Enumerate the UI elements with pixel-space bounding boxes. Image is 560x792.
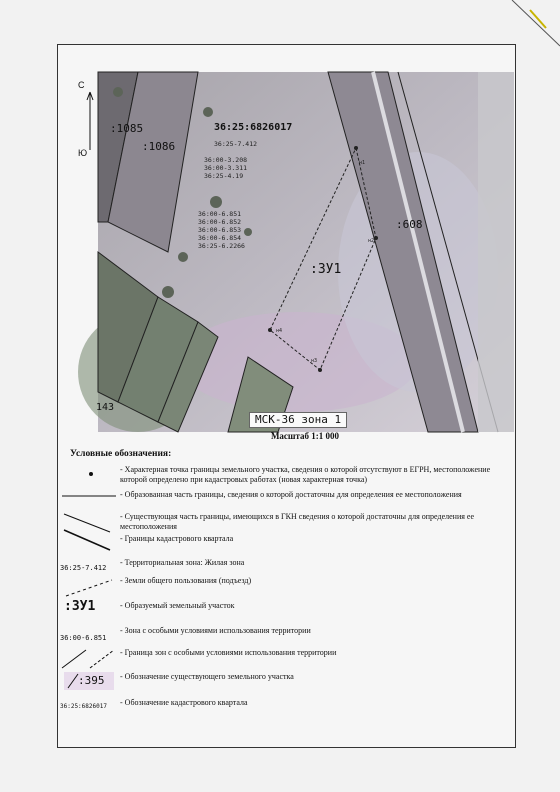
parcel-label-zu1: :ЗУ1: [310, 262, 342, 277]
zone-label: 36:00-3.311: [204, 164, 248, 172]
legend-title: Условные обозначения:: [70, 449, 172, 459]
residential-zone-symbol: 36:25-7.412: [60, 564, 107, 572]
legend-text: - Обозначение существующего земельного участка: [120, 672, 294, 681]
parcel-label-1086: :1086: [142, 140, 176, 153]
formed-boundary-symbol: [60, 490, 120, 514]
legend-item-special-zone: [60, 626, 512, 642]
legend-text: - Границы кадастрового квартала: [120, 534, 234, 543]
legend-item-formed-parcel: [60, 601, 512, 617]
legend-text: - Граница зон с особыми условиями использования территории: [120, 648, 337, 657]
quarter-number: 36:25:6826017: [214, 122, 293, 133]
zone-label: 36:25-7.412: [214, 140, 258, 148]
south-label: Ю: [78, 148, 88, 158]
legend-text: - Образуемый земельный участок: [120, 601, 235, 610]
special-zone-boundary-symbol: [60, 648, 120, 672]
legend-item-quarter-label: [60, 698, 512, 714]
legend-item-quarter-boundary: [60, 534, 512, 552]
parcel-label-608: :608: [396, 218, 423, 231]
parcel-label-143: 143: [96, 402, 115, 413]
legend-text: - Характерная точка границы земельного участка, сведения о которой отсутствуют в ЕГРН, местоположение которой определено при кадастровых работах (новая характерная точка): [120, 465, 491, 484]
map-graphics: [98, 72, 514, 432]
legend-item-new-point: [60, 465, 512, 489]
zone-label: 36:00-3.208: [204, 156, 248, 164]
legend-text: - Образованная часть границы, сведения о которой достаточны для определения ее местоположения: [120, 490, 462, 499]
legend-item-public-land: [60, 576, 512, 598]
special-zone-symbol: 36:00-6.851: [60, 634, 107, 642]
point-label: н3: [311, 358, 318, 364]
point-label: н1: [359, 160, 366, 166]
legend-text: - Территориальная зона: Жилая зона: [120, 558, 245, 567]
legend-item-existing-parcel: [60, 672, 512, 692]
legend-item-special-zone-boundary: [60, 648, 512, 670]
formed-parcel-symbol: :ЗУ1: [64, 599, 96, 614]
zone-label: 36:25-4.19: [204, 172, 244, 180]
legend-item-formed-boundary: [60, 490, 512, 506]
scale-label: Масштаб 1:1 000: [270, 431, 340, 441]
legend-text: - Земли общего пользования (подъезд): [120, 576, 252, 585]
zone-label: 36:25-6.2266: [198, 242, 245, 250]
existing-parcel-symbol: :395: [78, 674, 105, 687]
north-arrow: [78, 80, 98, 160]
point-label: н4: [276, 328, 283, 334]
public-land-symbol: [60, 576, 120, 600]
new-point-symbol: [60, 465, 120, 489]
zone-label: 36:00-6.852: [198, 218, 242, 226]
quarter-label-symbol: 36:25:6826017: [60, 703, 107, 710]
zone-label: 36:00-6.854: [198, 234, 242, 242]
legend-text: - Зона с особыми условиями использования территории: [120, 626, 311, 635]
legend-item-existing-boundary: [60, 512, 512, 534]
legend-item-residential-zone: [60, 558, 512, 574]
cadastral-map: [98, 72, 514, 432]
legend-text: - Существующая часть границы, имеющихся в ГКН сведения о которой достаточны для определения ее местоположения: [120, 512, 475, 531]
zone-label: 36:00-6.853: [198, 226, 242, 234]
quarter-boundary-symbol: [60, 534, 120, 558]
existing-parcel-symbol-box: [64, 672, 114, 690]
parcel-label-1085: :1085: [110, 122, 144, 135]
legend-text: - Обозначение кадастрового квартала: [120, 698, 248, 707]
north-label: С: [78, 80, 85, 90]
crs-label: МСК-36 зона 1: [249, 412, 347, 428]
zone-label: 36:00-6.851: [198, 210, 242, 218]
point-label: н2: [368, 238, 375, 244]
